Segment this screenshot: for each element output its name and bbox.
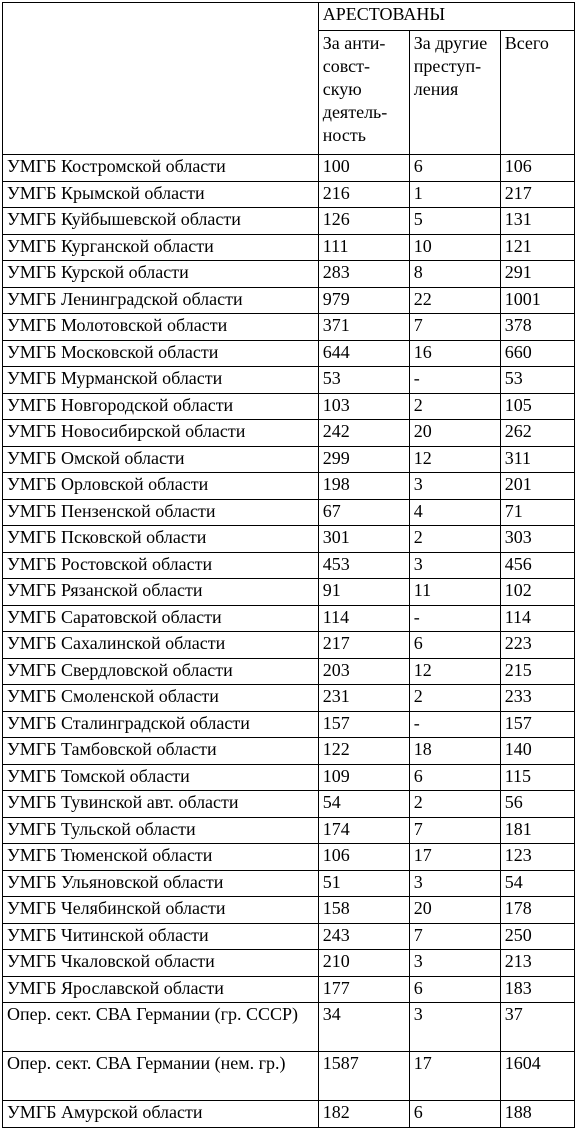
region-name-cell: УМГБ Курской области (3, 261, 319, 288)
column-header-total: Всего (500, 31, 574, 155)
total-count-cell: 178 (500, 897, 574, 924)
anti-soviet-count-cell: 122 (318, 738, 409, 765)
region-name-cell: УМГБ Ярославской области (3, 976, 319, 1003)
region-name-cell: УМГБ Тувинской авт. области (3, 791, 319, 818)
other-crimes-count-cell: 11 (409, 579, 500, 606)
region-name-cell: УМГБ Читинской области (3, 923, 319, 950)
group-header-row (3, 3, 575, 31)
other-crimes-count-cell: 3 (409, 950, 500, 977)
total-count-cell: 114 (500, 605, 574, 632)
other-crimes-count-cell: 5 (409, 208, 500, 235)
other-crimes-count-cell: 8 (409, 261, 500, 288)
other-crimes-count-cell: 3 (409, 473, 500, 500)
other-crimes-count-cell: 2 (409, 791, 500, 818)
other-crimes-count-cell: - (409, 367, 500, 394)
other-crimes-count-cell: 17 (409, 1052, 500, 1101)
region-name-cell: УМГБ Сталинградской области (3, 711, 319, 738)
anti-soviet-count-cell: 111 (318, 234, 409, 261)
table-row (3, 685, 575, 712)
region-name-cell: УМГБ Смоленской области (3, 685, 319, 712)
total-count-cell: 250 (500, 923, 574, 950)
column-header-other-crimes: За другие преступ- ления (409, 31, 500, 155)
table-row (3, 314, 575, 341)
anti-soviet-count-cell: 242 (318, 420, 409, 447)
anti-soviet-count-cell: 203 (318, 658, 409, 685)
other-crimes-count-cell: 20 (409, 897, 500, 924)
total-count-cell: 37 (500, 1003, 574, 1052)
table-row (3, 473, 575, 500)
anti-soviet-count-cell: 644 (318, 340, 409, 367)
anti-soviet-count-cell: 182 (318, 1101, 409, 1128)
table-row (3, 261, 575, 288)
anti-soviet-count-cell: 91 (318, 579, 409, 606)
total-count-cell: 311 (500, 446, 574, 473)
region-name-cell: УМГБ Омской области (3, 446, 319, 473)
table-row (3, 711, 575, 738)
table-row (3, 552, 575, 579)
table-row (3, 155, 575, 182)
other-crimes-count-cell: 18 (409, 738, 500, 765)
region-name-cell: УМГБ Молотовской области (3, 314, 319, 341)
other-crimes-count-cell: 6 (409, 155, 500, 182)
total-count-cell: 660 (500, 340, 574, 367)
region-name-cell: УМГБ Мурманской области (3, 367, 319, 394)
table-row (3, 181, 575, 208)
total-count-cell: 217 (500, 181, 574, 208)
table-row (3, 923, 575, 950)
table-row (3, 632, 575, 659)
other-crimes-count-cell: 12 (409, 446, 500, 473)
anti-soviet-count-cell: 243 (318, 923, 409, 950)
region-name-cell: УМГБ Орловской области (3, 473, 319, 500)
other-crimes-count-cell: 3 (409, 552, 500, 579)
total-count-cell: 105 (500, 393, 574, 420)
table-row (3, 738, 575, 765)
other-crimes-count-cell: 3 (409, 1003, 500, 1052)
anti-soviet-count-cell: 371 (318, 314, 409, 341)
anti-soviet-count-cell: 54 (318, 791, 409, 818)
region-name-cell: УМГБ Псковской области (3, 526, 319, 553)
anti-soviet-count-cell: 979 (318, 287, 409, 314)
table-row (3, 764, 575, 791)
other-crimes-count-cell: 2 (409, 393, 500, 420)
other-crimes-count-cell: 6 (409, 976, 500, 1003)
other-crimes-count-cell: 16 (409, 340, 500, 367)
total-count-cell: 378 (500, 314, 574, 341)
table-row (3, 526, 575, 553)
other-crimes-count-cell: 1 (409, 181, 500, 208)
other-crimes-count-cell: 3 (409, 870, 500, 897)
other-crimes-count-cell: 2 (409, 526, 500, 553)
total-count-cell: 291 (500, 261, 574, 288)
anti-soviet-count-cell: 51 (318, 870, 409, 897)
region-name-cell: УМГБ Новосибирской области (3, 420, 319, 447)
other-crimes-count-cell: - (409, 711, 500, 738)
total-count-cell: 102 (500, 579, 574, 606)
total-count-cell: 1604 (500, 1052, 574, 1101)
table-row (3, 605, 575, 632)
other-crimes-count-cell: 17 (409, 844, 500, 871)
table-row (3, 976, 575, 1003)
anti-soviet-count-cell: 177 (318, 976, 409, 1003)
total-count-cell: 121 (500, 234, 574, 261)
region-name-cell: УМГБ Ростовской области (3, 552, 319, 579)
region-name-cell: УМГБ Новгородской области (3, 393, 319, 420)
region-name-cell: УМГБ Крымской области (3, 181, 319, 208)
anti-soviet-count-cell: 198 (318, 473, 409, 500)
region-header-cell (3, 3, 319, 155)
table-row (3, 791, 575, 818)
anti-soviet-count-cell: 453 (318, 552, 409, 579)
region-name-cell: УМГБ Куйбышевской области (3, 208, 319, 235)
table-row (3, 234, 575, 261)
column-header-anti-soviet: За анти- совст- скую деятель- ность (318, 31, 409, 155)
total-count-cell: 213 (500, 950, 574, 977)
region-name-cell: УМГБ Чкаловской области (3, 950, 319, 977)
table-row (3, 950, 575, 977)
total-count-cell: 123 (500, 844, 574, 871)
total-count-cell: 201 (500, 473, 574, 500)
anti-soviet-count-cell: 106 (318, 844, 409, 871)
table-row (3, 817, 575, 844)
total-count-cell: 140 (500, 738, 574, 765)
region-name-cell: Опер. сект. СВА Германии (гр. СССР) (3, 1003, 319, 1052)
anti-soviet-count-cell: 109 (318, 764, 409, 791)
anti-soviet-count-cell: 174 (318, 817, 409, 844)
table-row (3, 1052, 575, 1101)
table-row (3, 1101, 575, 1128)
table-row (3, 870, 575, 897)
anti-soviet-count-cell: 126 (318, 208, 409, 235)
anti-soviet-count-cell: 301 (318, 526, 409, 553)
total-count-cell: 56 (500, 791, 574, 818)
total-count-cell: 188 (500, 1101, 574, 1128)
total-count-cell: 215 (500, 658, 574, 685)
table-row (3, 393, 575, 420)
table-row (3, 367, 575, 394)
arrests-table-body (3, 3, 575, 1128)
total-count-cell: 303 (500, 526, 574, 553)
region-name-cell: УМГБ Саратовской области (3, 605, 319, 632)
other-crimes-count-cell: - (409, 605, 500, 632)
region-name-cell: УМГБ Тамбовской области (3, 738, 319, 765)
anti-soviet-count-cell: 231 (318, 685, 409, 712)
total-count-cell: 115 (500, 764, 574, 791)
anti-soviet-count-cell: 114 (318, 605, 409, 632)
group-header-cell: АРЕСТОВАНЫ (318, 3, 574, 31)
anti-soviet-count-cell: 34 (318, 1003, 409, 1052)
region-name-cell: УМГБ Рязанской области (3, 579, 319, 606)
other-crimes-count-cell: 7 (409, 817, 500, 844)
table-row (3, 446, 575, 473)
region-name-cell: УМГБ Ульяновской области (3, 870, 319, 897)
other-crimes-count-cell: 12 (409, 658, 500, 685)
table-row (3, 420, 575, 447)
total-count-cell: 106 (500, 155, 574, 182)
other-crimes-count-cell: 7 (409, 314, 500, 341)
total-count-cell: 223 (500, 632, 574, 659)
anti-soviet-count-cell: 1587 (318, 1052, 409, 1101)
table-row (3, 1003, 575, 1052)
other-crimes-count-cell: 22 (409, 287, 500, 314)
total-count-cell: 1001 (500, 287, 574, 314)
table-row (3, 579, 575, 606)
region-name-cell: УМГБ Свердловской области (3, 658, 319, 685)
anti-soviet-count-cell: 100 (318, 155, 409, 182)
table-row (3, 340, 575, 367)
table-row (3, 844, 575, 871)
anti-soviet-count-cell: 216 (318, 181, 409, 208)
anti-soviet-count-cell: 53 (318, 367, 409, 394)
table-row (3, 897, 575, 924)
total-count-cell: 71 (500, 499, 574, 526)
other-crimes-count-cell: 6 (409, 632, 500, 659)
region-name-cell: УМГБ Томской области (3, 764, 319, 791)
table-row (3, 658, 575, 685)
region-name-cell: УМГБ Московской области (3, 340, 319, 367)
table-row (3, 499, 575, 526)
total-count-cell: 183 (500, 976, 574, 1003)
anti-soviet-count-cell: 103 (318, 393, 409, 420)
region-name-cell: Опер. сект. СВА Германии (нем. гр.) (3, 1052, 319, 1101)
anti-soviet-count-cell: 158 (318, 897, 409, 924)
other-crimes-count-cell: 6 (409, 1101, 500, 1128)
region-name-cell: УМГБ Ленинградской области (3, 287, 319, 314)
anti-soviet-count-cell: 283 (318, 261, 409, 288)
other-crimes-count-cell: 4 (409, 499, 500, 526)
total-count-cell: 233 (500, 685, 574, 712)
other-crimes-count-cell: 2 (409, 685, 500, 712)
table-row (3, 208, 575, 235)
region-name-cell: УМГБ Челябинской области (3, 897, 319, 924)
anti-soviet-count-cell: 217 (318, 632, 409, 659)
total-count-cell: 131 (500, 208, 574, 235)
other-crimes-count-cell: 7 (409, 923, 500, 950)
total-count-cell: 456 (500, 552, 574, 579)
total-count-cell: 54 (500, 870, 574, 897)
region-name-cell: УМГБ Костромской области (3, 155, 319, 182)
region-name-cell: УМГБ Курганской области (3, 234, 319, 261)
region-name-cell: УМГБ Амурской области (3, 1101, 319, 1128)
other-crimes-count-cell: 10 (409, 234, 500, 261)
total-count-cell: 181 (500, 817, 574, 844)
table-row (3, 287, 575, 314)
other-crimes-count-cell: 6 (409, 764, 500, 791)
other-crimes-count-cell: 20 (409, 420, 500, 447)
total-count-cell: 53 (500, 367, 574, 394)
region-name-cell: УМГБ Пензенской области (3, 499, 319, 526)
total-count-cell: 157 (500, 711, 574, 738)
anti-soviet-count-cell: 157 (318, 711, 409, 738)
region-name-cell: УМГБ Тюменской области (3, 844, 319, 871)
region-name-cell: УМГБ Тульской области (3, 817, 319, 844)
total-count-cell: 262 (500, 420, 574, 447)
anti-soviet-count-cell: 299 (318, 446, 409, 473)
anti-soviet-count-cell: 67 (318, 499, 409, 526)
anti-soviet-count-cell: 210 (318, 950, 409, 977)
arrests-table (2, 2, 575, 1128)
region-name-cell: УМГБ Сахалинской области (3, 632, 319, 659)
